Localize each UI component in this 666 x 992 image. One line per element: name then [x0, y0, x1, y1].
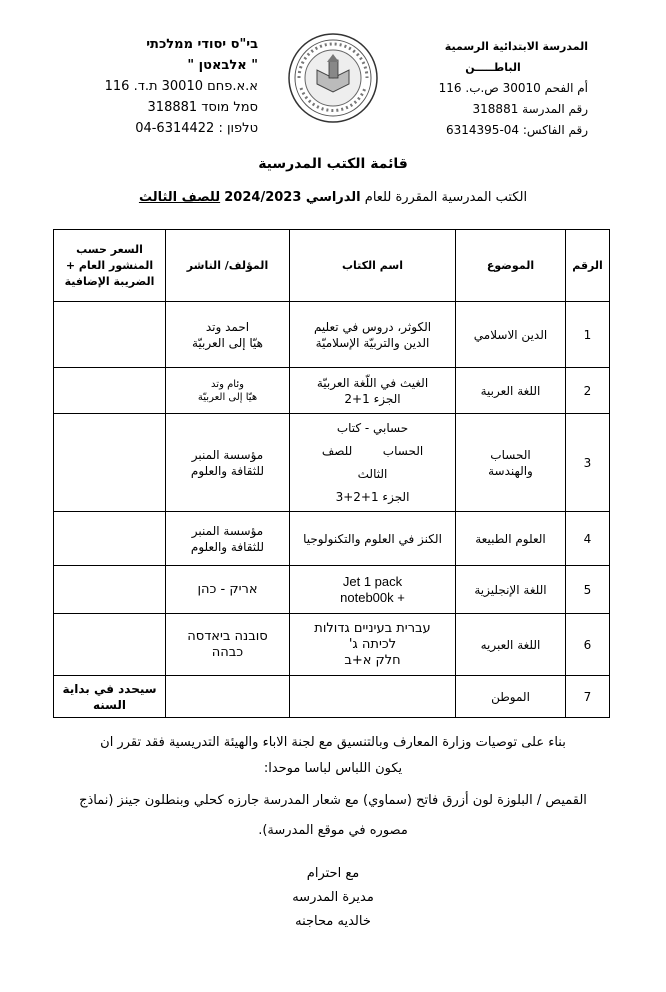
row-price: [54, 512, 166, 566]
row-number: 4: [566, 512, 610, 566]
closing-signature: [0, 862, 666, 934]
closing-name: خالديه محاجنه: [295, 914, 371, 929]
closing-regards: مع احترام: [306, 866, 360, 881]
row-price: [54, 414, 166, 512]
row-author: [166, 676, 290, 718]
row-author: [166, 614, 290, 676]
row-subject: اللغة الإنجليزية: [456, 566, 566, 614]
row-subject: اللغة العبريه: [456, 614, 566, 676]
hebrew-village: " אלבאטן ": [187, 58, 258, 73]
subject-line: والهندسة: [488, 463, 533, 478]
header-number: الرقم: [566, 230, 610, 302]
notice-line: يكون اللباس لباسا موحدا:: [263, 761, 403, 776]
row-number: 3: [566, 414, 610, 512]
author-line: هيّا إلى العربيّة: [197, 391, 258, 403]
book-line: + noteb00k: [340, 589, 405, 605]
notice-line: القميص / البلوزة لون أزرق فاتح (سماوي) مع شعار المدرسة جارزه كحلي وبنطلون جينز (نماذج: [79, 793, 587, 808]
row-book-name: [290, 676, 456, 718]
row-subject: الموطن: [456, 676, 566, 718]
price-line: السنه: [92, 697, 126, 712]
book-line: الحساب للصف: [321, 443, 424, 458]
row-price: [54, 368, 166, 414]
table-row: [54, 302, 610, 368]
author-line: סובנה ביאדסה: [187, 628, 268, 644]
row-author: [166, 512, 290, 566]
table-row: [54, 512, 610, 566]
hebrew-pobox: א.א.פחם 30010 ת.ד. 116: [104, 79, 258, 94]
book-line: الدين والتربيّة الإسلاميّة: [315, 335, 430, 350]
hebrew-school-name: בי"ס יסודי ממלכתי: [146, 37, 258, 52]
closing-role: مديرة المدرسه: [292, 890, 374, 905]
notice-line: بناء على توصيات وزارة المعارف وبالتنسيق مع لجنة الاباء والهيئة التدريسية فقد تقرر ان: [100, 735, 566, 750]
row-price: [54, 676, 166, 718]
row-author: [166, 566, 290, 614]
row-price: [54, 614, 166, 676]
book-list-table: [53, 229, 610, 718]
hebrew-institution-code: סמל מוסד 318881: [147, 100, 258, 115]
header-book-name: اسم الكتاب: [290, 230, 456, 302]
price-line: سيحدد في بداية: [62, 681, 157, 696]
book-line: الجزء 1+2: [344, 391, 401, 406]
book-line: الكنز في العلوم والتكنولوجيا: [303, 531, 442, 546]
row-author: [166, 302, 290, 368]
table-row: [54, 566, 610, 614]
arabic-header: [418, 36, 588, 141]
subject-line: الحساب: [490, 447, 531, 462]
author-line: مؤسسة المنبر: [191, 523, 264, 538]
book-line: حسابي - كتاب: [336, 420, 409, 435]
author-line: כבהה: [211, 644, 244, 660]
author-line: للثقافة والعلوم: [190, 539, 265, 554]
table-header-row: [54, 230, 610, 302]
author-line: مؤسسة المنبر: [191, 447, 264, 462]
table-row: [54, 676, 610, 718]
row-book-name: [290, 414, 456, 512]
row-price: [54, 566, 166, 614]
arabic-fax: رقم الفاكس: 04-6314395: [446, 123, 588, 137]
row-number: 1: [566, 302, 610, 368]
page-title: قائمة الكتب المدرسية: [258, 156, 408, 172]
book-line: חלק א+ב: [344, 652, 401, 668]
page-subtitle: [0, 190, 666, 205]
subtitle-year: الدراسي 2024/2023: [224, 190, 361, 205]
school-seal-logo-icon: [287, 32, 379, 124]
notice-line: مصوره في موقع المدرسة).: [258, 823, 408, 838]
subtitle-prefix: الكتب المدرسية المقررة للعام: [360, 190, 528, 205]
author-line: هيّا إلى العربيّة: [191, 335, 264, 350]
row-book-name: [290, 566, 456, 614]
row-price: [54, 302, 166, 368]
book-line: الثالث: [357, 466, 388, 481]
header-price: السعر حسب المنشور العام + الضريبة الإضافية: [54, 230, 166, 302]
book-line: Jet 1 pack: [342, 573, 403, 589]
row-number: 2: [566, 368, 610, 414]
row-subject: [456, 414, 566, 512]
row-subject: الدين الاسلامي: [456, 302, 566, 368]
table-row: [54, 368, 610, 414]
author-line: אריק - כהן: [197, 581, 258, 597]
arabic-pobox: أم الفحم 30010 ص.ب. 116: [438, 81, 588, 95]
book-line: الغيث في اللّغة العربيّة: [316, 375, 429, 390]
table-row: [54, 614, 610, 676]
hebrew-phone: טלפון : 04-6314422: [135, 121, 258, 136]
row-subject: العلوم الطبيعة: [456, 512, 566, 566]
author-line: وئام وتد: [211, 378, 244, 390]
book-line: עברית בעיניים גדולות: [314, 620, 431, 636]
author-line: احمد وتد: [205, 319, 250, 334]
arabic-village: الباطـــــن: [465, 61, 521, 74]
arabic-school-name: المدرسة الابتدائية الرسمية: [444, 40, 588, 53]
row-author: [166, 368, 290, 414]
arabic-institution-code: رقم المدرسة 318881: [472, 102, 588, 116]
book-line: الكوثر، دروس في تعليم: [313, 319, 432, 334]
row-subject: اللغة العربية: [456, 368, 566, 414]
header-subject: الموضوع: [456, 230, 566, 302]
book-line: לכיתה ג': [348, 636, 397, 652]
header-author-publisher: المؤلف/ الناشر: [166, 230, 290, 302]
row-author: [166, 414, 290, 512]
row-book-name: [290, 614, 456, 676]
subtitle-grade: للصف الثالث: [138, 190, 221, 205]
uniform-notice: [40, 730, 626, 844]
row-number: 5: [566, 566, 610, 614]
row-book-name: [290, 512, 456, 566]
row-book-name: [290, 368, 456, 414]
author-line: للثقافة والعلوم: [190, 463, 265, 478]
row-number: 6: [566, 614, 610, 676]
hebrew-header: [78, 34, 258, 139]
row-book-name: [290, 302, 456, 368]
book-line: الجزء 1+2+3: [335, 489, 410, 504]
table-row: [54, 414, 610, 512]
row-number: 7: [566, 676, 610, 718]
